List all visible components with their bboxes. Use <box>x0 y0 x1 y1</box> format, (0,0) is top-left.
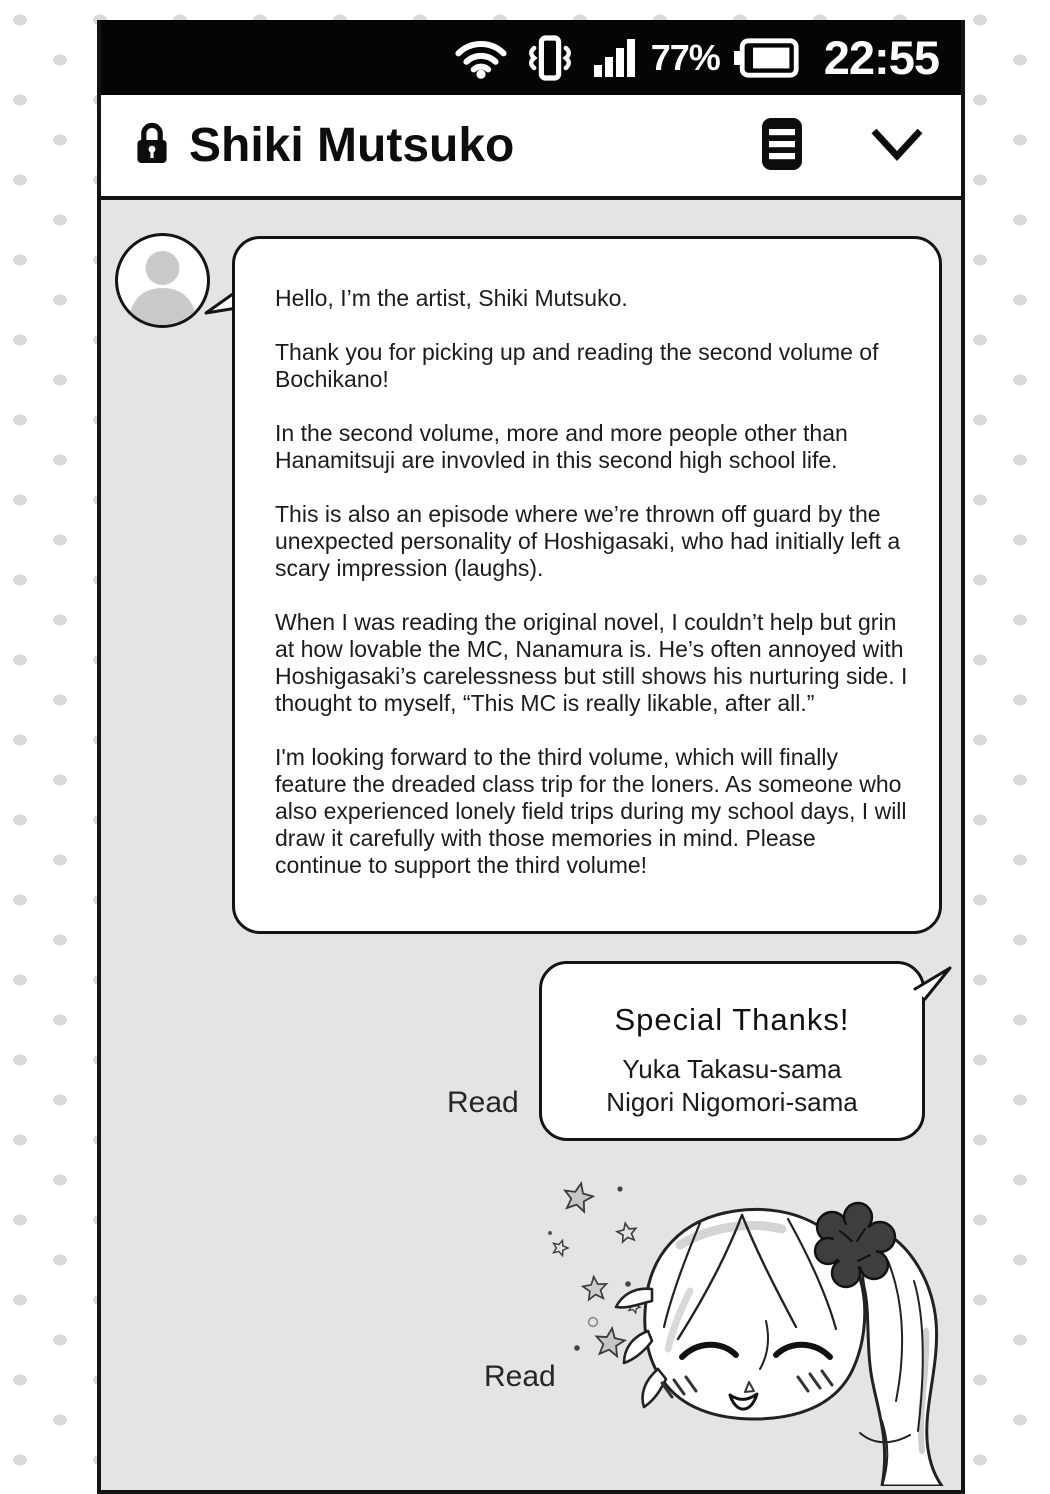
wifi-icon <box>454 37 508 79</box>
avatar[interactable] <box>115 233 210 328</box>
clock: 22:55 <box>823 31 939 84</box>
message-paragraph: Hello, I’m the artist, Shiki Mutsuko. <box>275 285 628 311</box>
menu-button[interactable] <box>761 117 803 174</box>
status-bar <box>101 20 961 95</box>
message-paragraph: In the second volume, more and more people other than Hanamitsuji are invovled in this second high school life. <box>275 420 848 473</box>
special-thanks-name: Yuka Takasu-sama <box>622 1054 842 1084</box>
special-thanks-title: Special Thanks! <box>614 1002 850 1037</box>
chat-area <box>101 200 961 1486</box>
battery-percent: 77% <box>650 36 720 78</box>
signal-icon <box>592 35 638 81</box>
message-paragraph: I'm looking forward to the third volume, which will finally feature the dreaded class trip for the loners. As someone who also experienced lonely field trips during my school days, I will draw it carefully with those memories in mind. Please continue to support the third volume! <box>275 744 907 878</box>
read-receipt: Read <box>447 1086 519 1119</box>
lock-icon <box>135 120 169 171</box>
message-paragraph: This is also an episode where we’re thrown off guard by the unexpected personality of Hoshigasaki, who had initially left a scary impression (laughs). <box>275 501 901 581</box>
chibi-character <box>616 1203 942 1486</box>
special-thanks-name: Nigori Nigomori-sama <box>606 1087 858 1117</box>
chevron-down-icon <box>869 125 925 166</box>
read-receipt: Read <box>484 1360 556 1393</box>
chibi-sticker <box>530 1171 961 1486</box>
artist-message-bubble <box>232 236 942 934</box>
vibrate-icon <box>521 35 579 81</box>
stars-decoration <box>548 1180 642 1357</box>
message-paragraph: Thank you for picking up and reading the second volume of Bochikano! <box>275 339 879 392</box>
special-thanks-bubble <box>539 961 925 1141</box>
message-paragraph: When I was reading the original novel, I couldn’t help but grin at how lovable the MC, Nanamura is. He’s often annoyed with Hoshigasaki’s carelessness but still shows his nurturing side. I thought to myself, “This MC is really likable, after all.” <box>275 609 908 716</box>
chat-header <box>101 95 961 200</box>
page-title: Shiki Mutsuko <box>189 119 515 172</box>
person-silhouette-icon <box>118 236 207 325</box>
special-thanks-bubble-tail <box>913 965 953 1005</box>
menu-icon <box>761 117 803 174</box>
phone-frame <box>97 20 965 1494</box>
battery-icon <box>733 38 799 78</box>
collapse-button[interactable] <box>869 125 925 166</box>
